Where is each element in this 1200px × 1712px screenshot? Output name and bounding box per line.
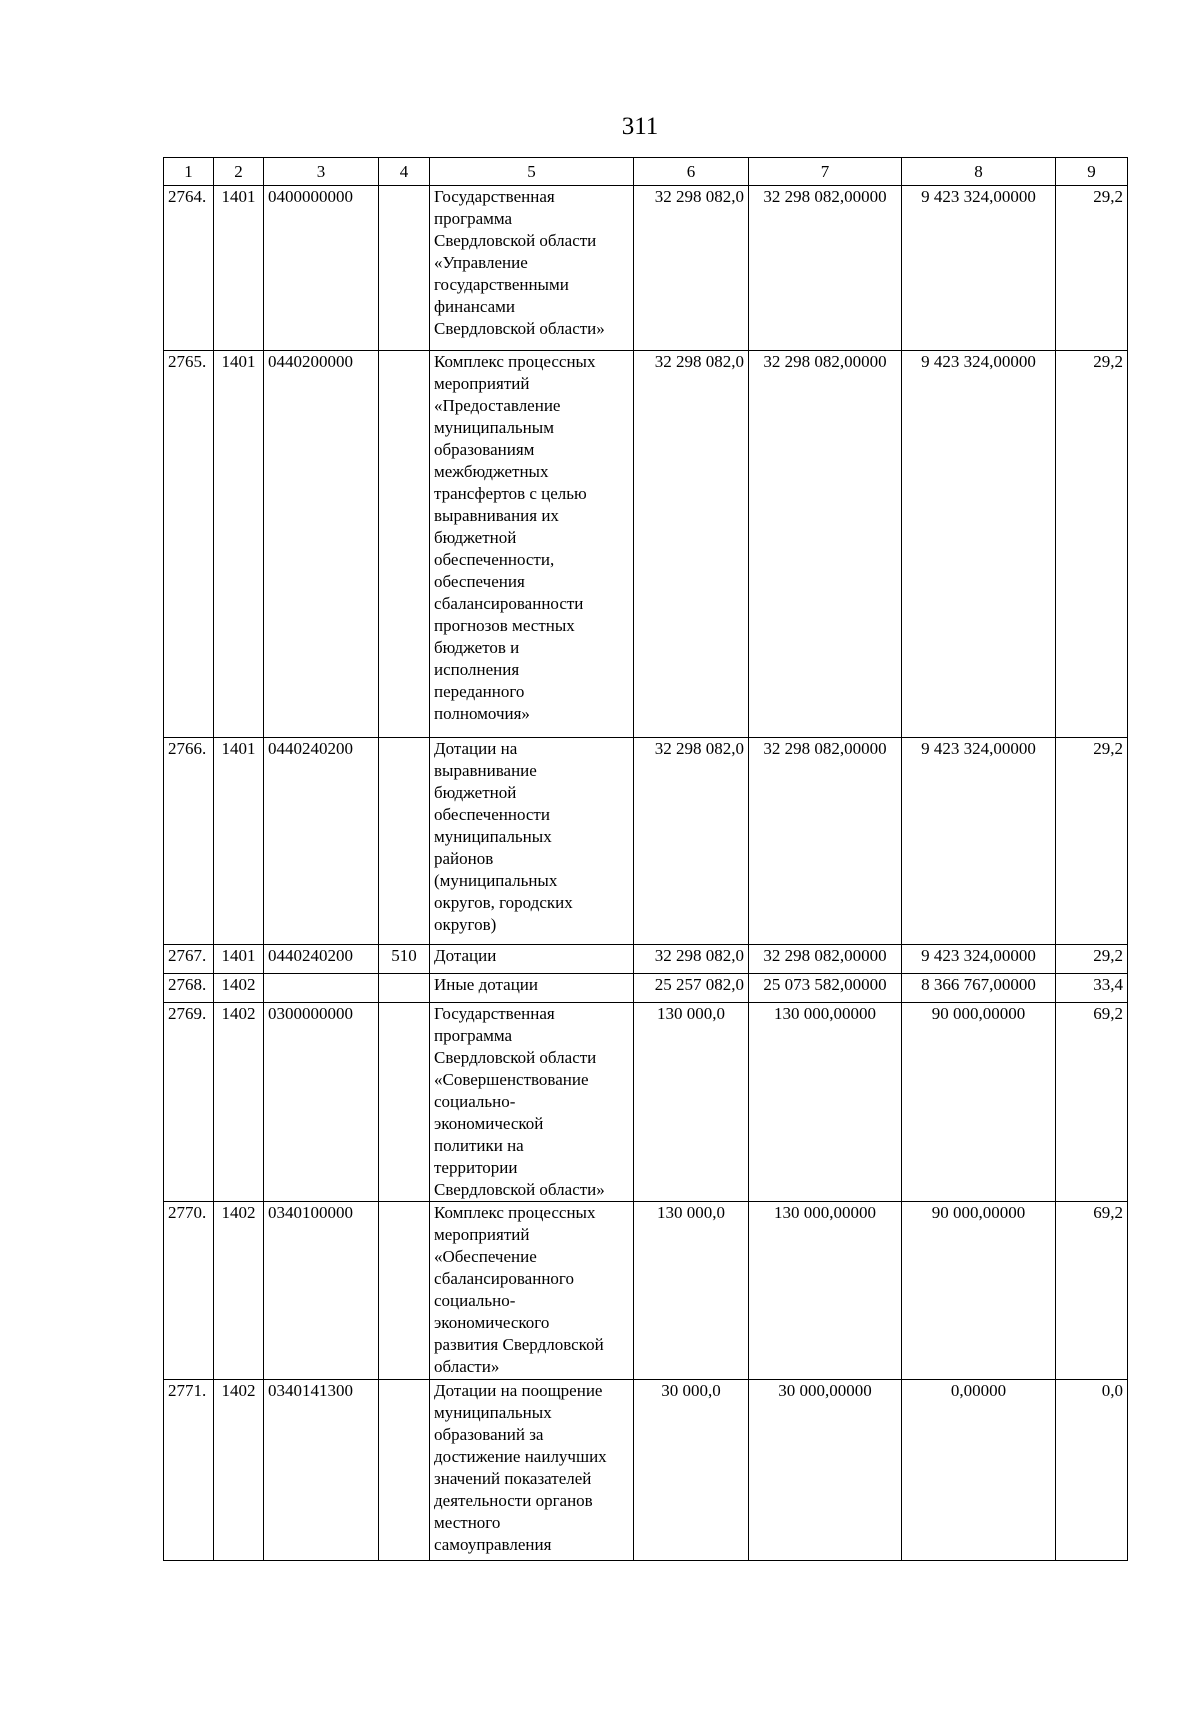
expense-type-cell	[379, 1003, 430, 1202]
table-row	[164, 945, 1128, 974]
header-cell: 1	[164, 158, 214, 186]
planned-amount-cell: 130 000,00000	[749, 1202, 902, 1380]
row-number-cell: 2767.	[164, 945, 214, 974]
percent-cell: 0,0	[1056, 1380, 1128, 1561]
approved-amount-cell: 30 000,0	[634, 1380, 749, 1561]
approved-amount-cell: 32 298 082,0	[634, 738, 749, 945]
approved-amount-cell: 32 298 082,0	[634, 351, 749, 738]
table-row	[164, 1003, 1128, 1202]
section-code-cell: 1402	[214, 1003, 264, 1202]
table-row	[164, 974, 1128, 1003]
expense-type-cell: 510	[379, 945, 430, 974]
approved-amount-cell: 25 257 082,0	[634, 974, 749, 1003]
header-cell: 6	[634, 158, 749, 186]
executed-amount-cell: 9 423 324,00000	[902, 351, 1056, 738]
description-cell: Дотации	[430, 945, 634, 974]
row-number-cell: 2769.	[164, 1003, 214, 1202]
row-number-cell: 2764.	[164, 186, 214, 351]
table-row	[164, 738, 1128, 945]
executed-amount-cell: 0,00000	[902, 1380, 1056, 1561]
planned-amount-cell: 32 298 082,00000	[749, 738, 902, 945]
section-code-cell: 1401	[214, 945, 264, 974]
row-number-cell: 2765.	[164, 351, 214, 738]
description-cell: Дотации на поощрение муниципальных образований за достижение наилучших значений показателей деятельности органов местного самоуправления	[430, 1380, 634, 1561]
table-row	[164, 351, 1128, 738]
executed-amount-cell: 9 423 324,00000	[902, 945, 1056, 974]
description-cell: Дотации на выравнивание бюджетной обеспеченности муниципальных районов (муниципальных округов, городских округов)	[430, 738, 634, 945]
section-code-cell: 1402	[214, 1380, 264, 1561]
target-article-cell: 0300000000	[264, 1003, 379, 1202]
planned-amount-cell: 32 298 082,00000	[749, 351, 902, 738]
percent-cell: 29,2	[1056, 945, 1128, 974]
target-article-cell: 0440240200	[264, 945, 379, 974]
header-cell: 3	[264, 158, 379, 186]
expense-type-cell	[379, 738, 430, 945]
row-number-cell: 2771.	[164, 1380, 214, 1561]
planned-amount-cell: 30 000,00000	[749, 1380, 902, 1561]
table-row	[164, 1380, 1128, 1561]
header-row	[164, 158, 1128, 186]
approved-amount-cell: 130 000,0	[634, 1003, 749, 1202]
header-cell: 8	[902, 158, 1056, 186]
executed-amount-cell: 90 000,00000	[902, 1003, 1056, 1202]
approved-amount-cell: 32 298 082,0	[634, 186, 749, 351]
percent-cell: 29,2	[1056, 351, 1128, 738]
section-code-cell: 1401	[214, 738, 264, 945]
executed-amount-cell: 90 000,00000	[902, 1202, 1056, 1380]
header-cell: 7	[749, 158, 902, 186]
description-cell: Государственная программа Свердловской области «Совершенствование социально- экономической политики на территории Свердловской области»	[430, 1003, 634, 1202]
percent-cell: 29,2	[1056, 186, 1128, 351]
percent-cell: 29,2	[1056, 738, 1128, 945]
percent-cell: 69,2	[1056, 1003, 1128, 1202]
row-number-cell: 2768.	[164, 974, 214, 1003]
target-article-cell: 0400000000	[264, 186, 379, 351]
description-cell: Государственная программа Свердловской области «Управление государственными финансами Свердловской области»	[430, 186, 634, 351]
header-cell: 5	[430, 158, 634, 186]
expense-type-cell	[379, 186, 430, 351]
target-article-cell	[264, 974, 379, 1003]
executed-amount-cell: 9 423 324,00000	[902, 186, 1056, 351]
executed-amount-cell: 8 366 767,00000	[902, 974, 1056, 1003]
approved-amount-cell: 32 298 082,0	[634, 945, 749, 974]
section-code-cell: 1401	[214, 351, 264, 738]
row-number-cell: 2766.	[164, 738, 214, 945]
target-article-cell: 0440240200	[264, 738, 379, 945]
section-code-cell: 1402	[214, 1202, 264, 1380]
budget-table	[163, 157, 1128, 1561]
row-number-cell: 2770.	[164, 1202, 214, 1380]
planned-amount-cell: 130 000,00000	[749, 1003, 902, 1202]
planned-amount-cell: 32 298 082,00000	[749, 186, 902, 351]
percent-cell: 33,4	[1056, 974, 1128, 1003]
target-article-cell: 0340100000	[264, 1202, 379, 1380]
planned-amount-cell: 32 298 082,00000	[749, 945, 902, 974]
percent-cell: 69,2	[1056, 1202, 1128, 1380]
planned-amount-cell: 25 073 582,00000	[749, 974, 902, 1003]
table-row	[164, 1202, 1128, 1380]
section-code-cell: 1402	[214, 974, 264, 1003]
section-code-cell: 1401	[214, 186, 264, 351]
executed-amount-cell: 9 423 324,00000	[902, 738, 1056, 945]
table-row	[164, 186, 1128, 351]
approved-amount-cell: 130 000,0	[634, 1202, 749, 1380]
expense-type-cell	[379, 1380, 430, 1561]
description-cell: Комплекс процессных мероприятий «Предоставление муниципальным образованиям межбюджетных трансфертов с целью выравнивания их бюджетной обеспеченности, обеспечения сбалансированности прогнозов местных бюджетов и исполнения переданного полномочия»	[430, 351, 634, 738]
expense-type-cell	[379, 1202, 430, 1380]
target-article-cell: 0440200000	[264, 351, 379, 738]
description-cell: Иные дотации	[430, 974, 634, 1003]
page-number: 311	[621, 113, 659, 140]
expense-type-cell	[379, 351, 430, 738]
target-article-cell: 0340141300	[264, 1380, 379, 1561]
header-cell: 9	[1056, 158, 1128, 186]
description-cell: Комплекс процессных мероприятий «Обеспечение сбалансированного социально- экономического развития Свердловской области»	[430, 1202, 634, 1380]
header-cell: 4	[379, 158, 430, 186]
expense-type-cell	[379, 974, 430, 1003]
header-cell: 2	[214, 158, 264, 186]
